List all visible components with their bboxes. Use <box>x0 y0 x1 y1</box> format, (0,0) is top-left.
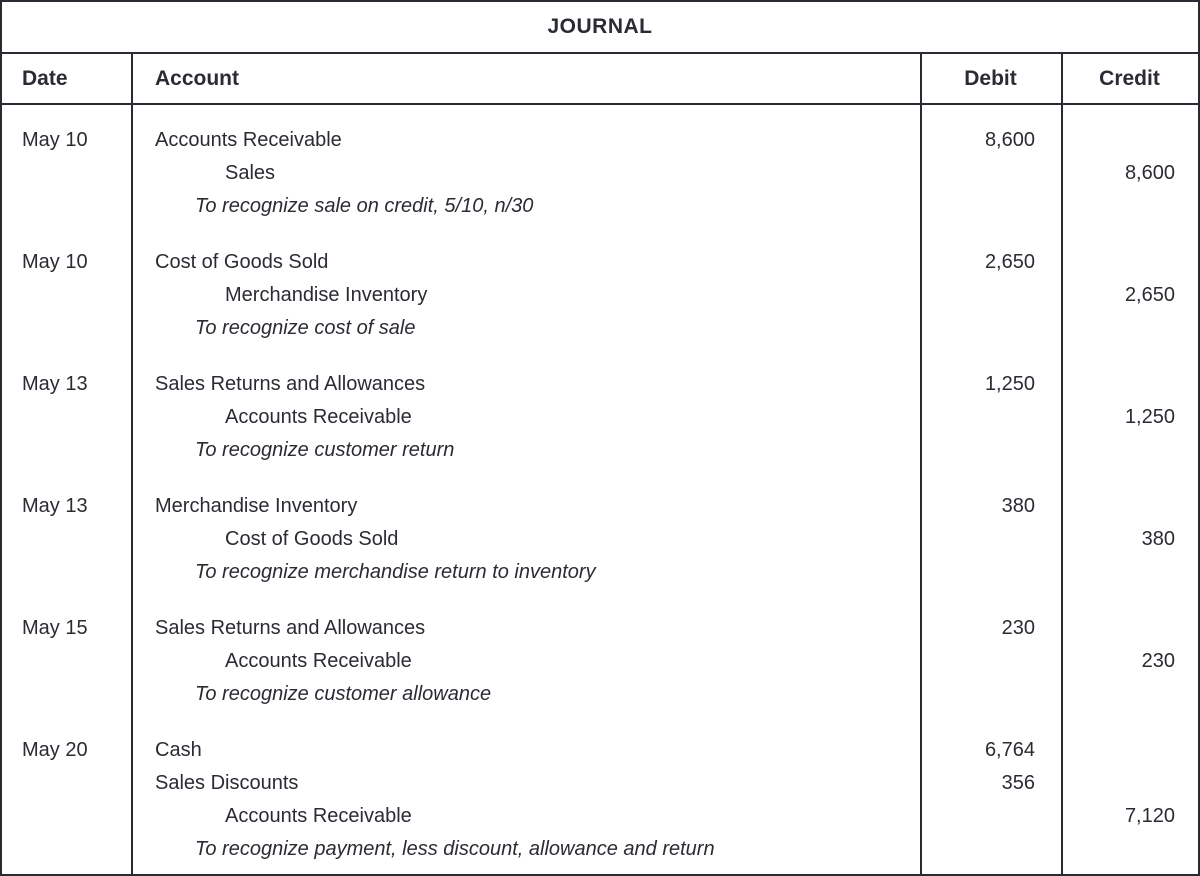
debit-amount: 2,650 <box>984 251 1035 273</box>
date-cell: May 15 <box>22 617 88 639</box>
credit-amount: 380 <box>1141 528 1175 550</box>
column-divider-date <box>131 54 133 874</box>
credit-amount: 7,120 <box>1124 805 1175 827</box>
entry-description-line <box>2 312 1198 345</box>
date-cell: May 10 <box>22 251 88 273</box>
journal-entry <box>2 246 1198 345</box>
debit-amount: 1,250 <box>984 373 1035 395</box>
journal-entry <box>2 612 1198 711</box>
journal-entry <box>2 734 1198 866</box>
entry-description: To recognize customer allowance <box>195 683 492 705</box>
entry-line <box>2 523 1198 556</box>
entry-line <box>2 246 1198 279</box>
entry-description: To recognize cost of sale <box>195 317 416 339</box>
account-name: Accounts Receivable <box>225 406 412 428</box>
journal-entry <box>2 490 1198 589</box>
entry-description-line <box>2 434 1198 467</box>
column-header-credit: Credit <box>1099 66 1160 90</box>
date-cell: May 10 <box>22 129 88 151</box>
entry-description: To recognize merchandise return to inventory <box>195 561 596 583</box>
date-cell: May 20 <box>22 739 88 761</box>
entry-description: To recognize payment, less discount, allowance and return <box>195 838 715 860</box>
entry-description-line <box>2 678 1198 711</box>
journal-entry <box>2 124 1198 223</box>
column-header-account: Account <box>155 66 239 90</box>
entry-line <box>2 368 1198 401</box>
account-name: Sales <box>225 162 276 184</box>
entry-line <box>2 157 1198 190</box>
entry-line <box>2 124 1198 157</box>
entry-description-line <box>2 556 1198 589</box>
entry-line <box>2 279 1198 312</box>
debit-amount: 230 <box>1001 617 1035 639</box>
credit-amount: 1,250 <box>1124 406 1175 428</box>
credit-amount: 2,650 <box>1124 284 1175 306</box>
account-name: Sales Discounts <box>155 772 299 794</box>
entry-line <box>2 734 1198 767</box>
date-cell: May 13 <box>22 495 88 517</box>
entry-line <box>2 401 1198 434</box>
journal-title: JOURNAL <box>547 15 653 38</box>
account-name: Sales Returns and Allowances <box>155 373 426 395</box>
debit-amount: 356 <box>1001 772 1035 794</box>
account-name: Cost of Goods Sold <box>225 528 399 550</box>
journal-body <box>2 105 1198 874</box>
account-name: Merchandise Inventory <box>155 495 358 517</box>
date-cell: May 13 <box>22 373 88 395</box>
entry-line <box>2 767 1198 800</box>
entry-line <box>2 800 1198 833</box>
entry-description-line <box>2 190 1198 223</box>
journal-title-row <box>2 2 1198 54</box>
account-name: Cash <box>155 739 202 761</box>
debit-amount: 6,764 <box>984 739 1035 761</box>
entry-description: To recognize sale on credit, 5/10, n/30 <box>195 195 534 217</box>
column-divider-debit <box>920 54 922 874</box>
account-name: Sales Returns and Allowances <box>155 617 426 639</box>
journal-header-row <box>2 54 1198 105</box>
account-name: Merchandise Inventory <box>225 284 428 306</box>
credit-amount: 230 <box>1141 650 1175 672</box>
entry-line <box>2 645 1198 678</box>
account-name: Accounts Receivable <box>155 129 342 151</box>
account-name: Cost of Goods Sold <box>155 251 329 273</box>
entry-description-line <box>2 833 1198 866</box>
journal-entry <box>2 368 1198 467</box>
entry-line <box>2 490 1198 523</box>
entry-description: To recognize customer return <box>195 439 455 461</box>
account-name: Accounts Receivable <box>225 805 412 827</box>
entry-line <box>2 612 1198 645</box>
credit-amount: 8,600 <box>1124 162 1175 184</box>
column-header-debit: Debit <box>964 66 1017 90</box>
account-name: Accounts Receivable <box>225 650 412 672</box>
column-divider-credit <box>1061 54 1063 874</box>
debit-amount: 380 <box>1001 495 1035 517</box>
debit-amount: 8,600 <box>984 129 1035 151</box>
column-header-date: Date <box>22 66 68 90</box>
